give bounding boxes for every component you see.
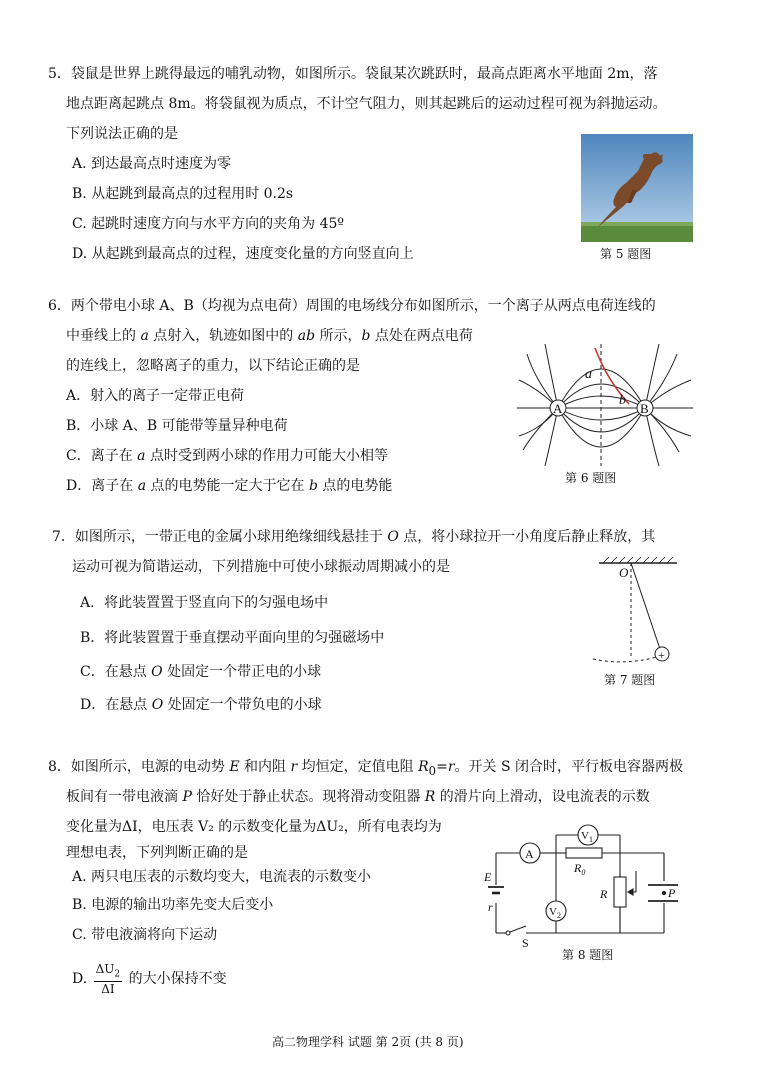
page-footer: 高二物理学科 试题 第 2页 (共 8 页) bbox=[272, 1035, 464, 1049]
q6-caption: 第 6 题图 bbox=[565, 471, 617, 485]
q5-option-b: B. 从起跳到最高点的过程用时 0.2s bbox=[72, 186, 294, 202]
rheostat-label: R bbox=[600, 887, 608, 901]
q8-line1: 8．如图所示，电源的电动势 E 和内阻 r 均恒定，定值电阻 $R_0=r$。开关 S 闭合时，平行板电容器两极 bbox=[48, 759, 684, 778]
point-b-label: b bbox=[619, 393, 626, 408]
q6-line3: 的连线上，忽略离子的重力，以下结论正确的是 bbox=[66, 358, 360, 374]
kangaroo-photo bbox=[581, 134, 693, 242]
droplet-p-label: P bbox=[668, 886, 676, 900]
charge-b-label: B bbox=[640, 401, 649, 416]
q6-option-d: D．离子在 a 点的电势能一定大于它在 b 点的电势能 bbox=[66, 478, 393, 494]
q7-option-a: A．将此装置置于竖直向下的匀强电场中 bbox=[80, 595, 329, 611]
q8-option-b: B. 电源的输出功率先变大后变小 bbox=[72, 897, 274, 913]
q8-option-a: A. 两只电压表的示数均变大，电流表的示数变小 bbox=[72, 869, 372, 885]
q8-line4: 理想电表，下列判断正确的是 bbox=[66, 845, 248, 861]
q8-option-d: D. $\frac{\Delta U_2}{\Delta I}$ 的大小保持不变 bbox=[72, 962, 227, 997]
r0-label: $R_0$ bbox=[574, 861, 586, 877]
q6-option-b: B．小球 A、B 可能带等量异种电荷 bbox=[66, 418, 288, 434]
q7-option-b: B．将此装置置于垂直摆动平面向里的匀强磁场中 bbox=[80, 630, 385, 646]
q5-option-a: A. 到达最高点时速度为零 bbox=[72, 156, 232, 172]
point-a-label: a bbox=[585, 367, 592, 382]
pendulum-diagram bbox=[585, 555, 695, 670]
q6-line2: 中垂线上的 a 点射入，轨迹如图中的 ab 所示，b 点处在两点电荷 bbox=[66, 328, 473, 344]
q6-option-c: C．离子在 a 点时受到两小球的作用力可能大小相等 bbox=[66, 448, 388, 464]
charge-a-label: A bbox=[553, 401, 563, 416]
plus-sign: + bbox=[658, 648, 665, 662]
q6-option-a: A．射入的离子一定带正电荷 bbox=[66, 388, 245, 404]
voltmeter-v1-label: $V_1$ bbox=[581, 830, 593, 844]
q7-option-c: C．在悬点 O 处固定一个带正电的小球 bbox=[80, 664, 322, 680]
q5-option-c: C. 起跳时速度方向与水平方向的夹角为 45º bbox=[72, 216, 344, 232]
q7-caption: 第 7 题图 bbox=[604, 673, 656, 687]
q8-option-c: C. 带电液滴将向下运动 bbox=[72, 927, 218, 943]
q5-line1: 5．袋鼠是世界上跳得最远的哺乳动物，如图所示。袋鼠某次跳跃时，最高点距离水平地面 2m，落 bbox=[48, 66, 658, 82]
ammeter-label: A bbox=[525, 847, 534, 861]
switch-label: S bbox=[522, 936, 529, 948]
q8-line3: 变化量为ΔI，电压表 V₂ 的示数变化量为ΔU₂，所有电表均为 bbox=[66, 819, 442, 835]
q8-line2: 板间有一带电液滴 P 恰好处于静止状态。现将滑动变阻器 R 的滑片向上滑动，设电流表的示数 bbox=[66, 789, 650, 805]
q7-line2: 运动可视为简谐运动，下列措施中可使小球振动周期减小的是 bbox=[72, 559, 450, 575]
q5-option-d: D. 从起跳到最高点的过程，速度变化量的方向竖直向上 bbox=[72, 246, 414, 262]
voltmeter-v2-label: $V_2$ bbox=[549, 906, 561, 920]
q5-line2: 地点距离起跳点 8m。将袋鼠视为质点，不计空气阻力，则其起跳后的运动过程可视为斜抛运动。 bbox=[66, 96, 667, 112]
q7-option-d: D．在悬点 O 处固定一个带负电的小球 bbox=[80, 697, 322, 713]
q8-caption: 第 8 题图 bbox=[562, 948, 614, 962]
q5-caption: 第 5 题图 bbox=[600, 247, 652, 261]
q7-line1: 7．如图所示，一带正电的金属小球用绝缘细线悬挂于 O 点，将小球拉开一小角度后静止释放，其 bbox=[52, 529, 656, 545]
circuit-diagram bbox=[478, 823, 678, 948]
pivot-o-label: O bbox=[619, 565, 629, 580]
q5-line3: 下列说法正确的是 bbox=[66, 126, 178, 142]
field-lines-diagram bbox=[515, 340, 695, 468]
q6-line1: 6．两个带电小球 A、B（均视为点电荷）周围的电场线分布如图所示，一个离子从两点电荷连线的 bbox=[48, 298, 656, 314]
emf-label: E bbox=[484, 870, 492, 884]
internal-resistance-label: r bbox=[488, 900, 493, 914]
